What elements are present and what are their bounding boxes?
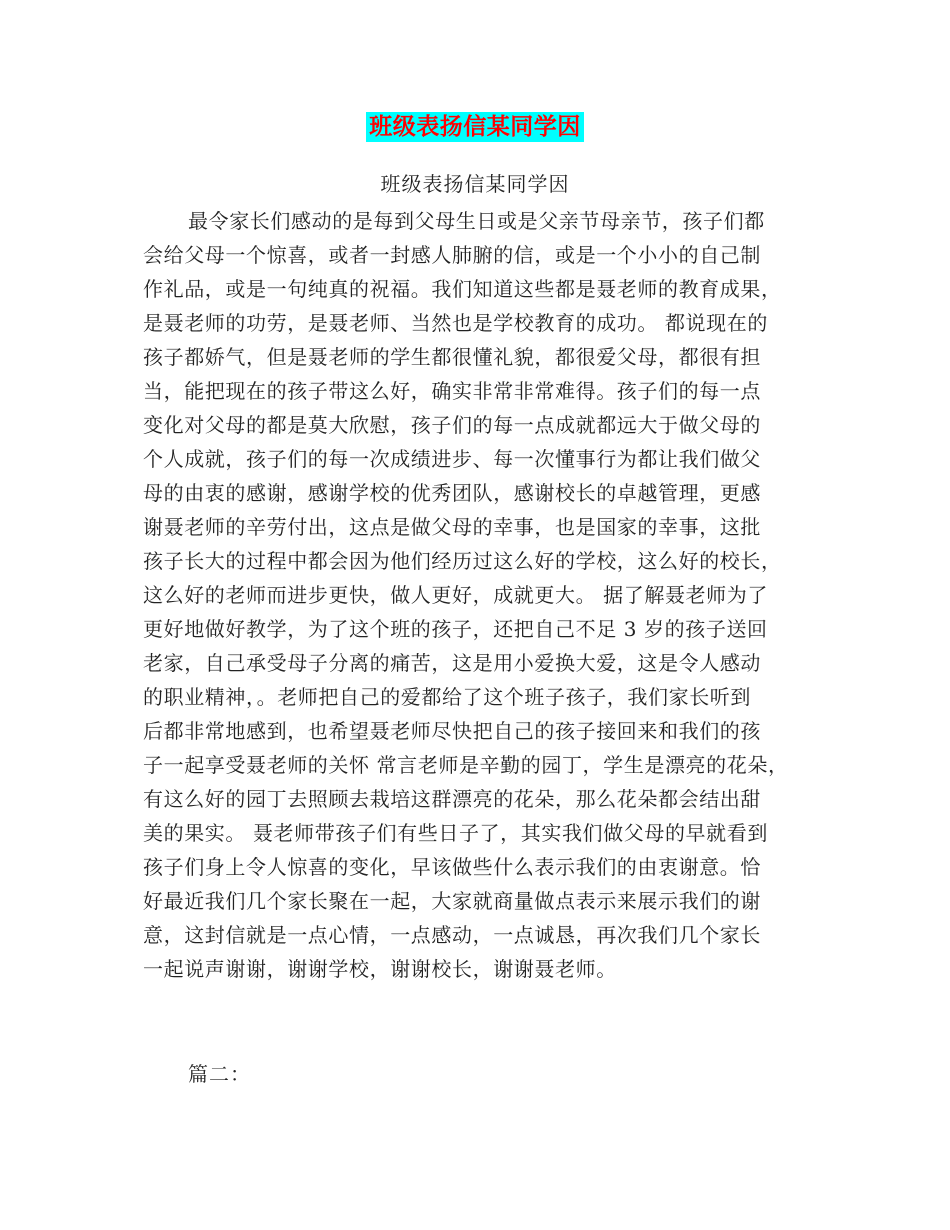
- body-line: 好最近我们几个家长聚在一起，大家就商量做点表示来展示我们的谢: [143, 889, 761, 913]
- document-title: [0, 112, 950, 145]
- document-subtitle: 班级表扬信某同学因: [380, 172, 570, 196]
- body-line: 后都非常地感到，也希望聂老师尽快把自己的孩子接回来和我们的孩: [143, 719, 761, 743]
- body-line: 当，能把现在的孩子带这么好，确实非常非常难得。孩子们的每一点: [143, 379, 761, 403]
- body-line: 有这么好的园丁去照顾去栽培这群漂亮的花朵，那么花朵都会结出甜: [143, 787, 761, 811]
- body-line: 最令家长们感动的是每到父母生日或是父亲节母亲节，孩子们都: [188, 209, 765, 233]
- body-line: 孩子长大的过程中都会因为他们经历过这么好的学校，这么好的校长，: [143, 549, 782, 573]
- body-line: 的职业精神，。老师把自己的爱都给了这个班子孩子，我们家长听到: [143, 685, 751, 709]
- body-line: 变化对父母的都是莫大欣慰，孩子们的每一点成就都远大于做父母的: [143, 413, 761, 437]
- body-line: 孩子们身上令人惊喜的变化，早该做些什么表示我们的由衷谢意。恰: [143, 855, 761, 879]
- body-line: 谢聂老师的辛劳付出，这点是做父母的幸事，也是国家的幸事，这批: [143, 515, 761, 539]
- body-line: 一起说声谢谢，谢谢学校，谢谢校长，谢谢聂老师。: [143, 957, 617, 981]
- body-line: 这么好的老师而进步更快，做人更好，成就更大。 据了解聂老师为了: [143, 583, 768, 607]
- body-line: 孩子都娇气，但是聂老师的学生都很懂礼貌，都很爱父母，都很有担: [143, 345, 761, 369]
- body-line: 母的由衷的感谢，感谢学校的优秀团队，感谢校长的卓越管理，更感: [143, 481, 761, 505]
- body-line: 作礼品，或是一句纯真的祝福。我们知道这些都是聂老师的教育成果，: [143, 277, 782, 301]
- body-line: 是聂老师的功劳，是聂老师、当然也是学校教育的成功。 都说现在的: [143, 311, 768, 335]
- body-line: 意，这封信就是一点心情，一点感动，一点诚恳，再次我们几个家长: [143, 923, 761, 947]
- section-heading: 篇二：: [188, 1062, 251, 1086]
- body-line: 会给父母一个惊喜，或者一封感人肺腑的信，或是一个小小的自己制: [143, 243, 761, 267]
- body-line: 子一起享受聂老师的关怀 常言老师是辛勤的园丁，学生是漂亮的花朵，: [143, 753, 789, 777]
- body-line: 个人成就，孩子们的每一次成绩进步、每一次懂事行为都让我们做父: [143, 447, 761, 471]
- document-title-text: 班级表扬信某同学因: [366, 112, 584, 142]
- body-line: 美的果实。 聂老师带孩子们有些日子了，其实我们做父母的早就看到: [143, 821, 768, 845]
- body-line: 老家，自己承受母子分离的痛苦，这是用小爱换大爱，这是令人感动: [143, 651, 761, 675]
- body-line: 更好地做好教学，为了这个班的孩子，还把自己不足 3 岁的孩子送回: [143, 617, 768, 641]
